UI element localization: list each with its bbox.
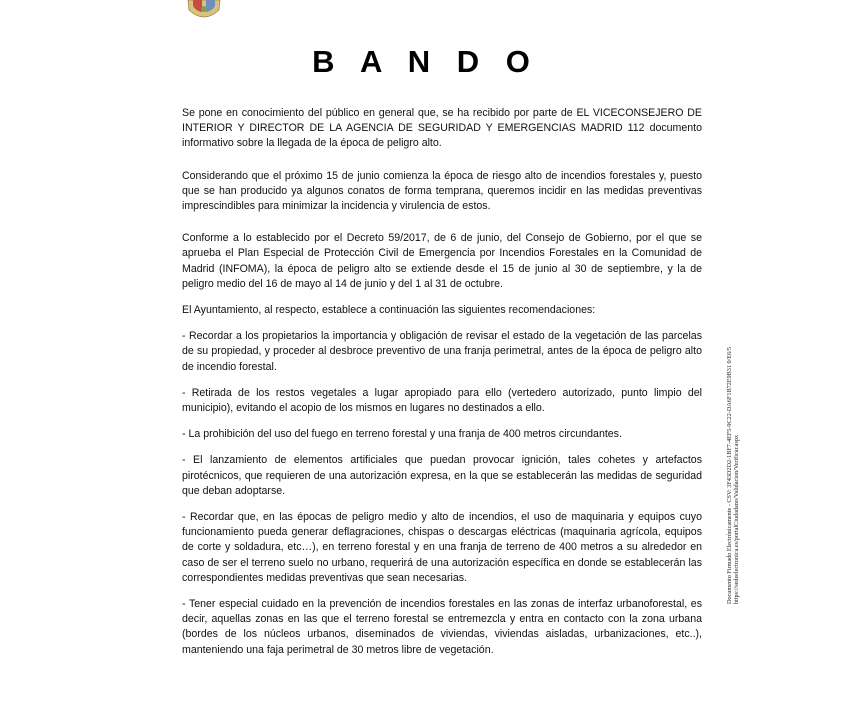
decree-paragraph: Conforme a lo establecido por el Decreto 59/2017, de 6 de junio, del Consejo de Gobierno, por el que se aprueba el Plan Especial de Protección Civil de Emergencia por Incendios Forestales en la Comunidad de Madrid (INFOMA), la época de peligro alto se extiende desde el 15 de junio al 30 de septiembre, y la de peligro medio del 16 de mayo al 14 de junio y del 1 al 31 de octubre. [182,232,702,290]
signature-csv-line: Documento Firmado Electrónicamente - CSV: 3F43D2D2-1BF7-4EF5-9C22-DA6F1B72E9B31 0/E6/5 [726,347,733,604]
recommendation-item: - Tener especial cuidado en la prevención de incendios forestales en las zonas de interfaz urbanoforestal, es decir, aquellas zonas en las que el terreno forestal se entremezcla y entra en contacto con la zona urbana (bordes de los núcleos urbanos, diseminados de viviendas, viviendas aisladas, urbanizaciones, etc..), manteniendo una faja perimetral de 30 metros libre de vegetación. [182,598,702,656]
recommendation-item: - Recordar que, en las épocas de peligro medio y alto de incendios, el uso de maquinaria y equipos cuyo funcionamiento pueda generar deflagraciones, chispas o descargas eléctricas (maquinaria agrícola, equipos de corte y soldadura, etc…), en terreno forestal y en una franja de terreno de 400 metros a su alrededor en caso de ser el terreno suelo no urbano, requerirá de una autorización específica en donde se establecerán las correspondientes medidas preventivas que sean necesarias. [182,511,702,584]
verification-url-line: https://sedeelectronica.es/portalCiudadano/Validacion/Verificar.aspx [733,434,741,604]
document-body [182,106,702,658]
recommendation-item: - Recordar a los propietarios la importancia y obligación de revisar el estado de la vegetación de las parcelas de su propiedad, y proceder al desbroce preventivo de una franja perimetral, antes de la época de peligro alto de incendio forestal. [182,330,702,373]
municipal-crest-logo [186,0,222,20]
document-title: B A N D O [312,44,539,79]
recommendation-item: - Retirada de los restos vegetales a lugar apropiado para ello (vertedero autorizado, punto limpio del municipio), evitando el acopio de los mismos en lugares no destinados a ello. [182,386,702,415]
recommendations-intro: El Ayuntamiento, al respecto, establece a continuación las siguientes recomendaciones: [182,304,596,317]
electronic-signature-note [726,204,741,604]
considering-paragraph: Considerando que el próximo 15 de junio comienza la época de riesgo alto de incendios forestales y, puesto que se han producido ya algunos conatos de forma temprana, queremos incidir en las medidas preventivas imprescindibles para minimizar la incidencia y virulencia de estos. [182,169,702,213]
intro-paragraph: Se pone en conocimiento del público en general que, se ha recibido por parte de EL VICECONSEJERO DE INTERIOR Y DIRECTOR DE LA AGENCIA DE SEGURIDAD Y EMERGENCIAS MADRID 112 documento informativo sobre la llegada de la época de peligro alto. [182,107,702,150]
recommendation-item: - El lanzamiento de elementos artificiales que puedan provocar ignición, tales cohetes y artefactos pirotécnicos, que requieren de una autorización expresa, en la que se establecerán las medidas de seguridad que deban adoptarse. [182,454,702,497]
recommendation-item: - La prohibición del uso del fuego en terreno forestal y una franja de 400 metros circundantes. [182,428,622,441]
